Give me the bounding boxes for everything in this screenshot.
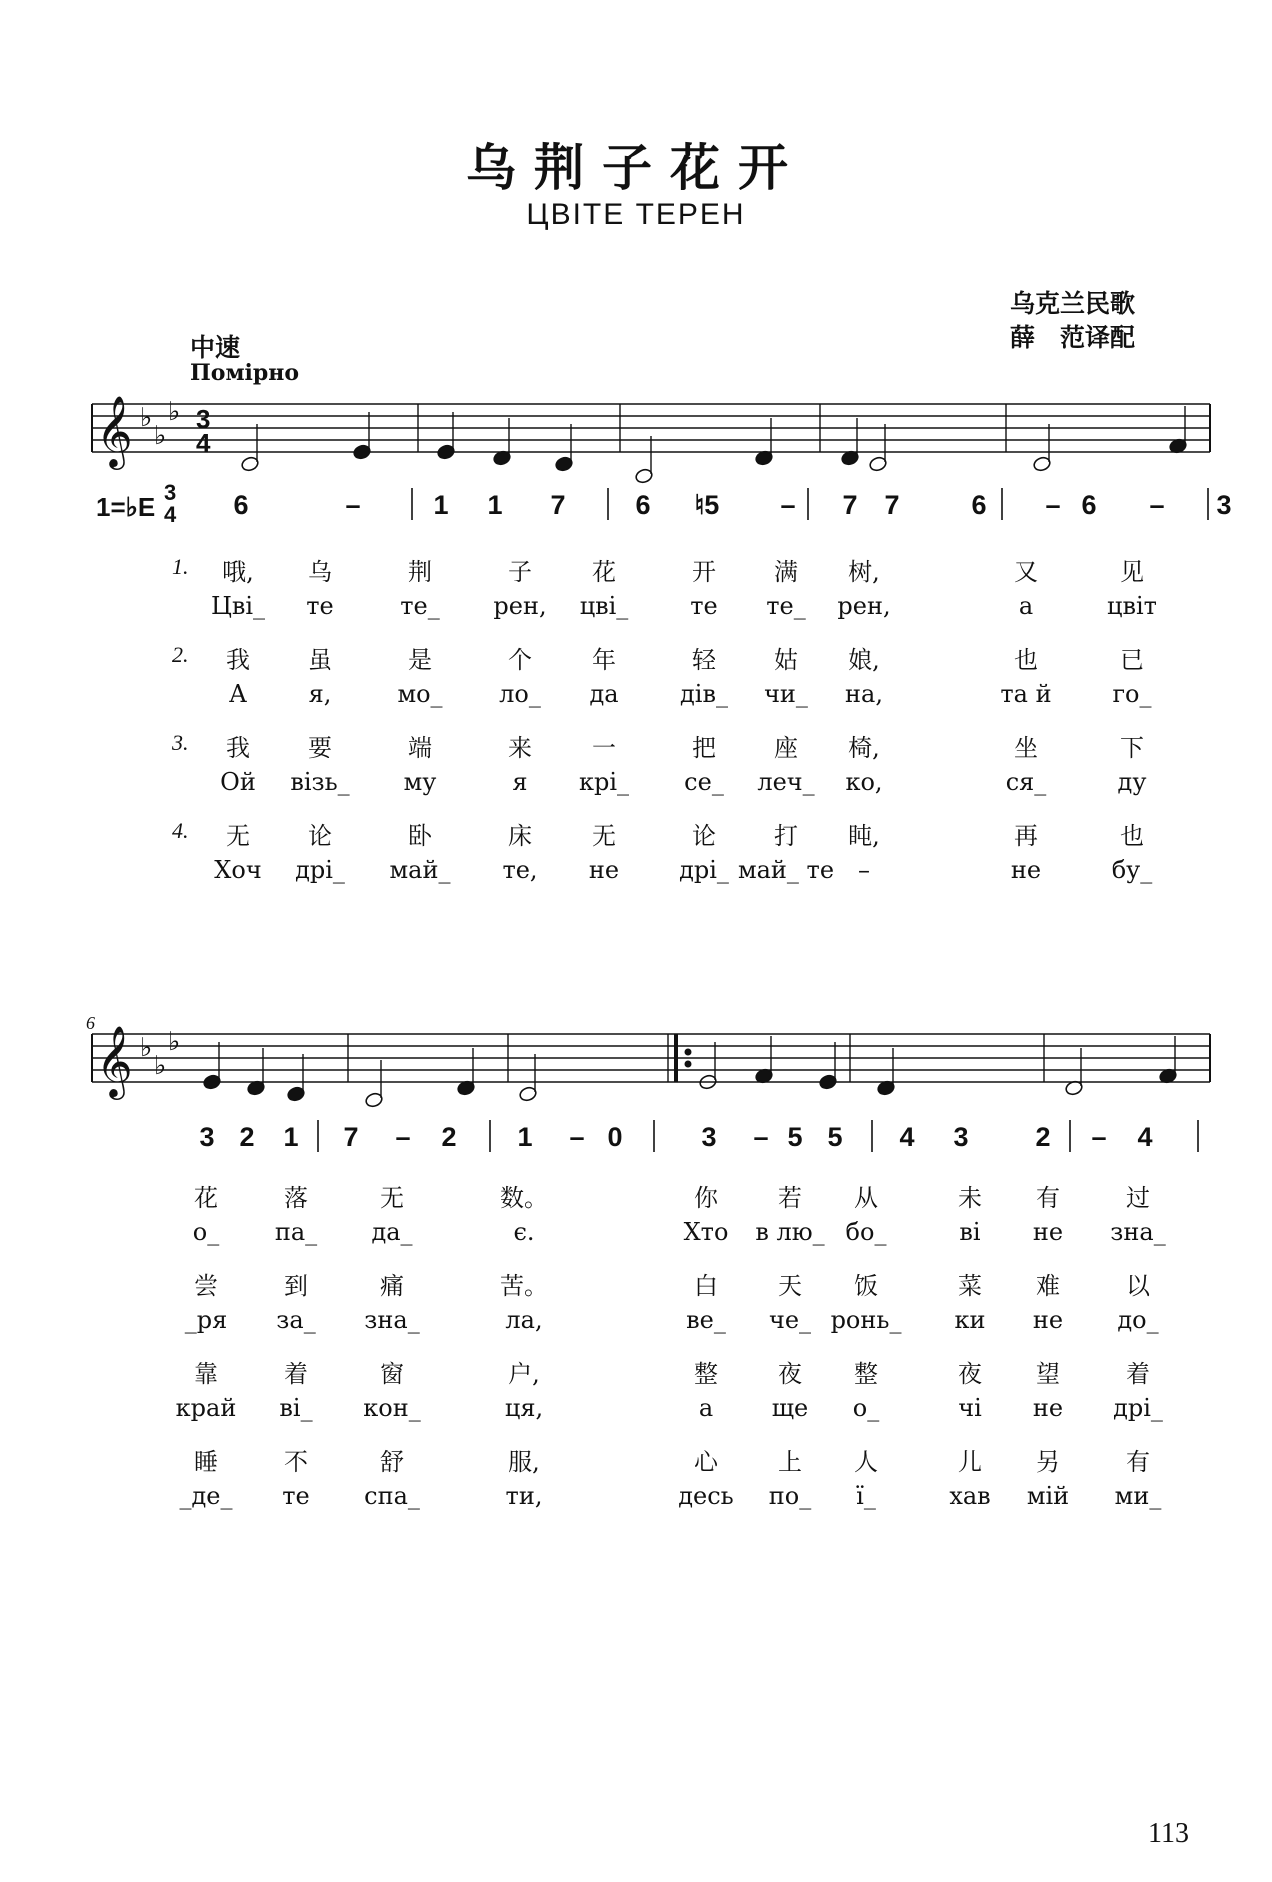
jianpu-note: 7	[842, 490, 858, 520]
jianpu-note: 7	[550, 490, 566, 520]
lyric-chinese: 有	[1036, 1184, 1060, 1212]
lyric-ukrainian: за_	[276, 1306, 316, 1334]
lyric-chinese: 打	[774, 822, 798, 850]
lyric-ukrainian: ще	[771, 1394, 809, 1422]
lyric-chinese: 坐	[1014, 734, 1038, 762]
lyric-chinese: 无	[592, 822, 616, 850]
lyric-chinese: 卧	[408, 822, 432, 850]
lyric-chinese: 尝	[194, 1272, 218, 1300]
lyric-chinese: 座	[774, 734, 798, 762]
lyric-ukrainian: леч_	[757, 768, 815, 796]
lyric-ukrainian: ло_	[499, 680, 541, 708]
lyric-chinese: 窗	[380, 1360, 404, 1388]
lyric-ukrainian: Ой	[220, 768, 256, 796]
lyric-chinese: 轻	[692, 646, 716, 674]
jianpu-note: 4	[1137, 1122, 1153, 1152]
flat-icon: ♭	[168, 397, 181, 427]
lyric-ukrainian: до_	[1117, 1306, 1159, 1334]
repeat-dot	[685, 1061, 691, 1067]
jianpu-note: 7	[343, 1122, 359, 1152]
lyric-ukrainian: ві_	[279, 1394, 313, 1422]
lyric-chinese: 饭	[854, 1272, 878, 1300]
verse-number: 1.	[172, 554, 189, 579]
jianpu-note: –	[1149, 490, 1165, 520]
jianpu-note: 5	[827, 1122, 843, 1152]
lyric-chinese: 痛	[380, 1272, 404, 1300]
lyric-chinese: 数。	[500, 1184, 548, 1212]
jianpu-note: –	[780, 490, 796, 520]
lyric-ukrainian: та й	[1000, 680, 1052, 708]
lyric-ukrainian: дрі_	[1113, 1394, 1163, 1422]
lyric-chinese: 一	[592, 734, 616, 762]
flat-icon: ♭	[168, 1027, 181, 1057]
jianpu-note: 2	[239, 1122, 255, 1152]
jianpu-note: ♮5	[694, 490, 720, 520]
lyric-chinese: 开	[692, 558, 716, 586]
lyric-ukrainian: я,	[308, 680, 332, 708]
lyric-chinese: 子	[508, 558, 532, 586]
measure-number: 6	[86, 1013, 95, 1033]
lyric-chinese: 下	[1120, 734, 1144, 762]
lyric-chinese: 落	[284, 1184, 308, 1212]
jianpu-note: 6	[971, 490, 987, 520]
jianpu-note: 6	[1081, 490, 1097, 520]
lyric-ukrainian: рен,	[837, 592, 891, 620]
jianpu-note: 6	[233, 490, 249, 520]
lyric-chinese: 整	[694, 1360, 718, 1388]
lyric-chinese: 心	[694, 1448, 718, 1476]
lyric-chinese: 儿	[958, 1448, 982, 1476]
lyric-ukrainian: ся_	[1005, 768, 1047, 796]
lyric-ukrainian: па_	[274, 1218, 318, 1246]
lyric-chinese: 满	[774, 558, 798, 586]
jianpu-note: 3	[701, 1122, 717, 1152]
lyric-chinese: 哦,	[222, 558, 254, 586]
treble-clef-icon: 𝄞	[96, 1024, 133, 1097]
lyric-ukrainian: те	[282, 1482, 310, 1510]
lyric-ukrainian: му	[403, 768, 437, 796]
jianpu-note: –	[569, 1122, 585, 1152]
lyric-ukrainian: се_	[684, 768, 724, 796]
lyric-ukrainian: хав	[949, 1482, 991, 1510]
flat-icon: ♭	[140, 1033, 153, 1063]
lyric-chinese: 无	[380, 1184, 404, 1212]
key-signature-label: 1=♭E	[96, 492, 156, 522]
staff-row-2	[92, 1024, 1210, 1108]
lyric-chinese: 也	[1120, 822, 1144, 850]
lyric-ukrainian: те	[690, 592, 718, 620]
lyric-ukrainian: Цві_	[210, 592, 266, 620]
lyric-chinese: 树,	[848, 558, 880, 586]
page-number: 113	[1148, 1818, 1189, 1849]
lyric-chinese: 我	[226, 646, 250, 674]
lyric-chinese: 荆	[408, 558, 432, 586]
lyric-chinese: 整	[854, 1360, 878, 1388]
lyric-ukrainian: Хто	[683, 1218, 729, 1246]
lyric-chinese: 夜	[778, 1360, 802, 1388]
lyric-chinese: 已	[1120, 646, 1144, 674]
treble-clef-icon: 𝄞	[96, 394, 133, 467]
lyric-chinese: 白	[694, 1272, 718, 1300]
jianpu-note: –	[1091, 1122, 1107, 1152]
lyric-ukrainian: те	[306, 592, 334, 620]
lyric-chinese: 也	[1014, 646, 1038, 674]
lyric-ukrainian: ця,	[504, 1394, 544, 1422]
lyric-ukrainian: ки	[954, 1306, 986, 1334]
lyric-chinese: 以	[1126, 1272, 1150, 1300]
lyric-ukrainian: зна_	[364, 1306, 420, 1334]
lyric-chinese: 户,	[508, 1360, 540, 1388]
lyric-chinese: 菜	[958, 1272, 982, 1300]
lyric-chinese: 到	[284, 1272, 308, 1300]
lyric-ukrainian: дрі_	[679, 856, 729, 884]
staff-row-1	[92, 394, 1210, 484]
lyric-ukrainian: кон_	[363, 1394, 421, 1422]
lyric-ukrainian: –	[858, 856, 870, 884]
verse-number: 4.	[172, 818, 189, 843]
jianpu-note: 3	[1216, 490, 1232, 520]
lyric-chinese: 花	[592, 558, 616, 586]
lyric-ukrainian: не	[588, 856, 620, 884]
lyric-chinese: 见	[1120, 558, 1144, 586]
verse-number: 3.	[172, 730, 189, 755]
song-subtitle: ЦВІТЕ ТЕРЕН	[526, 198, 746, 231]
lyric-ukrainian: Хоч	[214, 856, 262, 884]
lyric-ukrainian: о_	[852, 1394, 880, 1422]
jianpu-note: 1	[487, 490, 503, 520]
lyric-ukrainian: візь_	[290, 768, 350, 796]
lyric-ukrainian: ронь_	[830, 1306, 902, 1334]
lyric-chinese: 你	[694, 1184, 718, 1212]
lyric-chinese: 上	[778, 1448, 802, 1476]
jianpu-note: 1	[433, 490, 449, 520]
lyric-chinese: 过	[1126, 1184, 1150, 1212]
lyric-ukrainian: май_	[389, 856, 451, 884]
lyric-chinese: 椅,	[848, 734, 880, 762]
lyric-ukrainian: мо_	[397, 680, 443, 708]
lyric-ukrainian: по_	[768, 1482, 812, 1510]
lyric-chinese: 我	[226, 734, 250, 762]
lyric-ukrainian: бо_	[845, 1218, 887, 1246]
lyric-ukrainian: ми_	[1114, 1482, 1162, 1510]
lyric-chinese: 要	[308, 734, 332, 762]
lyric-chinese: 睡	[194, 1448, 218, 1476]
lyric-chinese: 天	[778, 1272, 802, 1300]
jianpu-note: 3	[953, 1122, 969, 1152]
lyric-ukrainian: те_	[766, 592, 806, 620]
lyric-ukrainian: не	[1032, 1306, 1064, 1334]
lyric-chinese: 年	[592, 646, 616, 674]
lyric-ukrainian: че_	[768, 1306, 812, 1334]
lyric-chinese: 人	[854, 1448, 878, 1476]
lyric-chinese: 端	[408, 734, 432, 762]
jianpu-note: 0	[607, 1122, 623, 1152]
lyric-ukrainian: в лю_	[755, 1218, 825, 1246]
jianpu-note: 2	[1035, 1122, 1051, 1152]
lyric-chinese: 舒	[380, 1448, 404, 1476]
lyric-ukrainian: дів_	[680, 680, 728, 708]
jianpu-note: –	[345, 490, 361, 520]
lyric-chinese: 论	[308, 822, 332, 850]
lyric-chinese: 姑	[774, 646, 798, 674]
lyric-chinese: 着	[284, 1360, 308, 1388]
lyric-ukrainian: чи_	[764, 680, 808, 708]
lyric-ukrainian: да	[589, 680, 619, 708]
staff-time-top: 3	[196, 404, 211, 434]
lyric-ukrainian: а	[1018, 592, 1034, 620]
lyric-chinese: 难	[1036, 1272, 1060, 1300]
jianpu-note: 1	[517, 1122, 533, 1152]
lyric-chinese: 床	[508, 822, 532, 850]
jianpu-time-bottom: 4	[164, 502, 177, 527]
lyric-chinese: 从	[854, 1184, 878, 1212]
lyric-ukrainian: рен,	[493, 592, 547, 620]
lyric-ukrainian: цвіт	[1107, 592, 1157, 620]
lyric-ukrainian: да_	[371, 1218, 413, 1246]
lyric-chinese: 把	[692, 734, 716, 762]
translator-credit: 薛 范译配	[1010, 323, 1136, 352]
lyric-ukrainian: ве_	[686, 1306, 726, 1334]
lyric-chinese: 有	[1126, 1448, 1150, 1476]
lyric-ukrainian: крі_	[578, 768, 630, 796]
lyric-ukrainian: на,	[845, 680, 883, 708]
lyric-ukrainian: а	[698, 1394, 714, 1422]
lyric-ukrainian: о_	[192, 1218, 220, 1246]
lyric-ukrainian: ла,	[505, 1306, 543, 1334]
tempo-ukrainian: Помірно	[190, 360, 300, 386]
lyric-chinese: 虽	[308, 646, 332, 674]
lyric-ukrainian: _ря	[184, 1306, 228, 1334]
lyric-chinese: 着	[1126, 1360, 1150, 1388]
jianpu-note: 3	[199, 1122, 215, 1152]
verse-number: 2.	[172, 642, 189, 667]
tempo-chinese: 中速	[190, 333, 241, 362]
lyric-ukrainian: чі	[958, 1394, 982, 1422]
flat-icon: ♭	[140, 403, 153, 433]
lyric-chinese: 花	[194, 1184, 218, 1212]
lyric-ukrainian: ї_	[856, 1482, 876, 1510]
lyric-ukrainian: бу_	[1111, 856, 1153, 884]
jianpu-note: 5	[787, 1122, 803, 1152]
lyric-ukrainian: не	[1010, 856, 1042, 884]
lyric-ukrainian: А	[228, 680, 248, 708]
lyric-chinese: 靠	[194, 1360, 218, 1388]
song-title: 乌荆子花开	[466, 138, 806, 197]
lyric-chinese: 不	[284, 1448, 308, 1476]
jianpu-note: –	[395, 1122, 411, 1152]
jianpu-note: 2	[441, 1122, 457, 1152]
lyric-chinese: 再	[1014, 822, 1038, 850]
jianpu-note: 1	[283, 1122, 299, 1152]
lyric-ukrainian: май_ те	[737, 856, 835, 884]
lyric-chinese: 苦。	[500, 1272, 548, 1300]
lyric-ukrainian: не	[1032, 1218, 1064, 1246]
lyric-chinese: 个	[508, 646, 532, 674]
jianpu-time-top: 3	[164, 480, 177, 505]
lyric-chinese: 娘,	[848, 646, 880, 674]
flat-icon: ♭	[154, 421, 167, 451]
lyric-chinese: 乌	[308, 558, 332, 586]
lyric-ukrainian: те,	[502, 856, 538, 884]
lyric-chinese: 又	[1014, 558, 1038, 586]
staff-time-bottom: 4	[196, 428, 211, 458]
jianpu-note: 7	[884, 490, 900, 520]
lyric-chinese: 另	[1036, 1448, 1060, 1476]
lyric-chinese: 未	[958, 1184, 982, 1212]
lyric-ukrainian: ві	[959, 1218, 981, 1246]
lyric-ukrainian: ко,	[845, 768, 883, 796]
lyric-chinese: 论	[692, 822, 716, 850]
lyric-ukrainian: те_	[400, 592, 440, 620]
jianpu-note: 4	[899, 1122, 915, 1152]
lyric-chinese: 无	[226, 822, 250, 850]
lyric-chinese: 若	[778, 1184, 802, 1212]
lyric-ukrainian: го_	[1112, 680, 1152, 708]
lyric-ukrainian: ти,	[505, 1482, 543, 1510]
lyric-ukrainian: зна_	[1110, 1218, 1166, 1246]
lyric-ukrainian: край	[175, 1394, 237, 1422]
lyric-ukrainian: цві_	[579, 592, 629, 620]
lyric-ukrainian: ду	[1117, 768, 1147, 796]
lyric-chinese: 望	[1036, 1360, 1060, 1388]
lyric-chinese: 来	[508, 734, 532, 762]
lyric-chinese: 夜	[958, 1360, 982, 1388]
lyric-chinese: 盹,	[848, 822, 880, 850]
lyric-chinese: 是	[408, 646, 432, 674]
lyric-ukrainian: спа_	[364, 1482, 420, 1510]
jianpu-note: –	[753, 1122, 769, 1152]
lyric-ukrainian: _де_	[179, 1482, 233, 1510]
flat-icon: ♭	[154, 1051, 167, 1081]
lyric-ukrainian: мій	[1026, 1482, 1070, 1510]
repeat-dot	[685, 1049, 691, 1055]
lyric-ukrainian: є.	[513, 1218, 535, 1246]
lyric-ukrainian: я	[512, 768, 528, 796]
origin-credit: 乌克兰民歌	[1010, 289, 1136, 318]
lyric-ukrainian: не	[1032, 1394, 1064, 1422]
jianpu-note: –	[1045, 490, 1061, 520]
lyric-ukrainian: дрі_	[295, 856, 345, 884]
lyric-ukrainian: десь	[678, 1482, 734, 1510]
jianpu-note: 6	[635, 490, 651, 520]
lyric-chinese: 服,	[508, 1448, 540, 1476]
